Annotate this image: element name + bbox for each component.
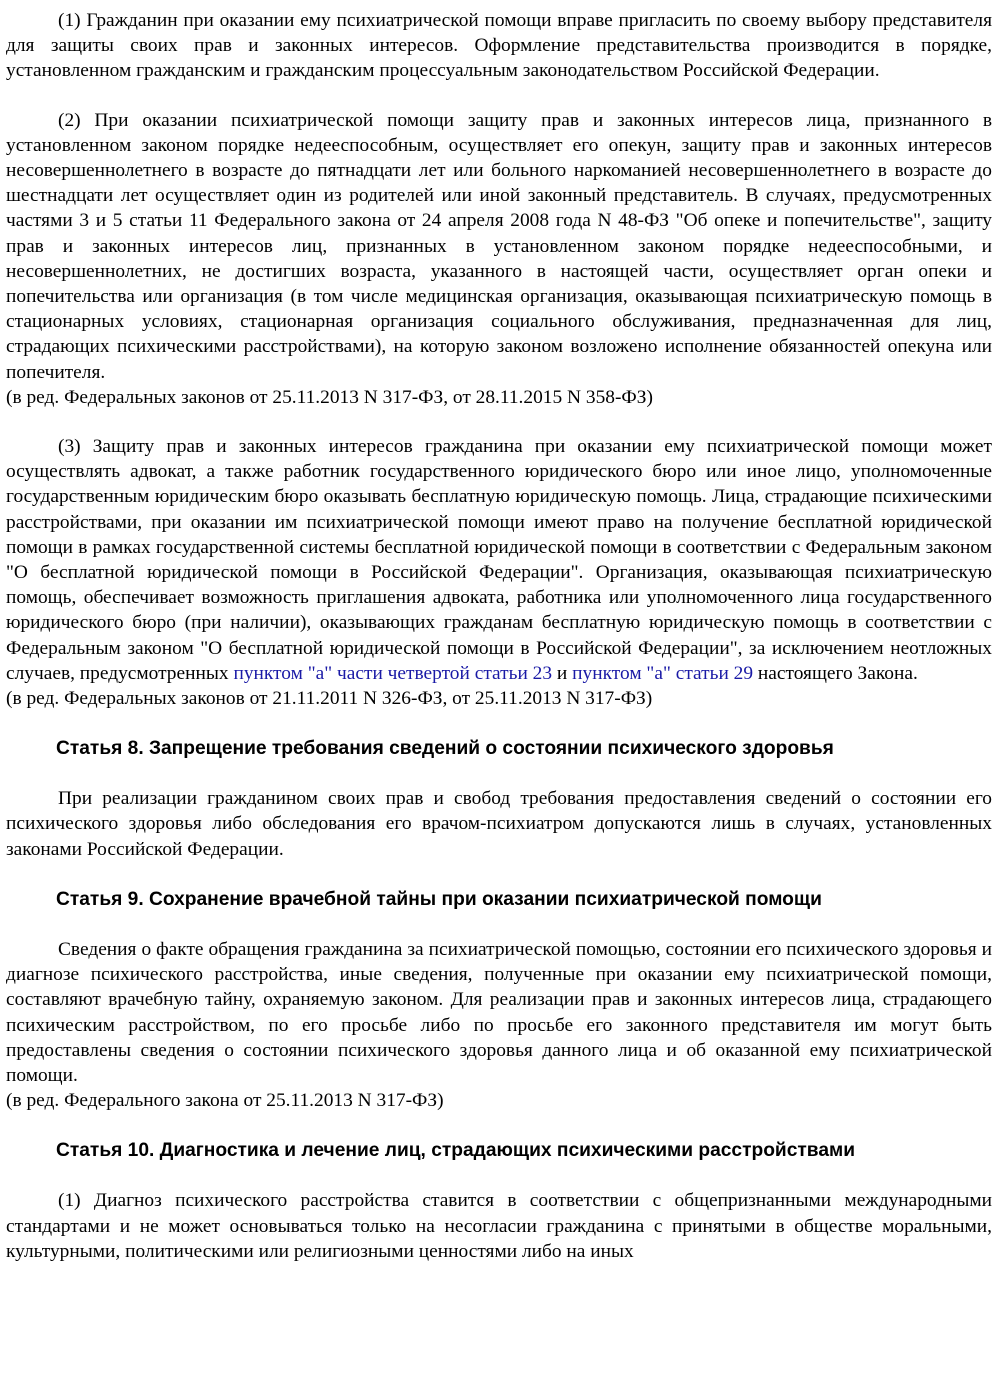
spacer — [6, 1113, 992, 1138]
article7-part3-text: (3) Защиту прав и законных интересов гражданина при оказании ему психиатрической помощи может осуществлять адвокат, а также работник государственного юридического бюро или иное лицо, уполномоченные государственным юридическим бюро оказывать бесплатную юридическую помощь. Лица, страдающие психическими расстройствами, при оказании им психиатрической помощи имеют право на получение бесплатной юридической помощи в рамках государственной системы бесплатной юридической помощи в соответствии с Федеральным законом "О бесплатной юридической помощи в Российской Федерации". Организация, оказывающая психиатрическую помощь, обеспечивает возможность приглашения адвоката, работника или уполномоченного лица государственного юридического бюро (при наличии), оказывающих гражданам бесплатную юридическую помощь в соответствии с Федеральным законом "О бесплатной юридической помощи в Российской Федерации", за исключением неотложных случаев, предусмотренных — [6, 436, 992, 684]
article10-part1: (1) Диагноз психического расстройства ставится в соответствии с общепризнанными международными стандартами и не может основываться только на несогласии гражданина с принятыми в обществе моральными, культурными, политическими или религиозными ценностями либо на иных — [6, 1190, 992, 1262]
article8-heading: Статья 8. Запрещение требования сведений о состоянии психического здоровья — [56, 738, 834, 760]
spacer — [6, 1163, 992, 1188]
document-page — [6, 8, 992, 1264]
link-article29[interactable]: пунктом "а" статьи 29 — [572, 662, 754, 684]
article7-part3 — [6, 434, 992, 686]
article8-text: При реализации гражданином своих прав и свобод требования предоставления сведений о состоянии его психического здоровья либо обследования его врачом-психиатром допускаются лишь в случаях, установленных законами Российской Федерации. — [6, 788, 992, 860]
article9-heading: Статья 9. Сохранение врачебной тайны при оказании психиатрической помощи — [56, 888, 822, 910]
link-article23-part4[interactable]: пунктом "а" части четвертой статьи 23 — [233, 662, 553, 684]
article7-part3-edit-note: (в ред. Федеральных законов от 21.11.2011 N 326-ФЗ, от 25.11.2013 N 317-ФЗ) — [6, 688, 653, 710]
spacer — [6, 711, 992, 736]
spacer — [6, 84, 992, 108]
article7-part2: (2) При оказании психиатрической помощи защиту прав и законных интересов лица, признанного в установленном законом порядке недееспособным, осуществляет его опекун, защиту прав и законных интересов несовершеннолетнего в возрасте до пятнадцати лет или больного наркоманией несовершеннолетнего в возрасте до шестнадцати лет осуществляет один из родителей или иной законный представитель. В случаях, предусмотренных частями 3 и 5 статьи 11 Федерального закона от 24 апреля 2008 года N 48-ФЗ "Об опеке и попечительстве", защиту прав и законных интересов лиц, признанных в установленном законом порядке недееспособными, и несовершеннолетних, не достигших возраста, указанного в настоящей части, осуществляет орган опеки и попечительства или организация (в том числе медицинская организация, оказывающая психиатрическую помощь в стационарных условиях, стационарная организация социального обслуживания, предназначенная для лиц, страдающих психическими расстройствами), на которую законом возложено исполнение обязанностей опекуна или попечителя. — [6, 109, 992, 383]
spacer — [6, 761, 992, 786]
spacer — [6, 912, 992, 937]
article7-part2-edit-note: (в ред. Федеральных законов от 25.11.2013 N 317-ФЗ, от 28.11.2015 N 358-ФЗ) — [6, 386, 653, 408]
article9-text: Сведения о факте обращения гражданина за психиатрической помощью, состоянии его психического здоровья и диагнозе психического расстройства, иные сведения, полученные при оказании ему психиатрической помощи, составляют врачебную тайну, охраняемую законом. Для реализации прав и законных интересов лица, страдающего психическим расстройством, по его просьбе либо по просьбе его законного представителя им могут быть предоставлены сведения о состоянии психического здоровья данного лица и об оказанной ему психиатрической помощи. — [6, 938, 992, 1086]
spacer — [6, 410, 992, 434]
article10-heading: Статья 10. Диагностика и лечение лиц, страдающих психическими расстройствами — [56, 1140, 855, 1162]
article7-part1: (1) Гражданин при оказании ему психиатрической помощи вправе пригласить по своему выбору представителя для защиты своих прав и законных интересов. Оформление представительства производится в порядке, установленном гражданским и гражданским процессуальным законодательством Российской Федерации. — [6, 10, 992, 82]
article9-edit-note: (в ред. Федерального закона от 25.11.2013 N 317-ФЗ) — [6, 1090, 444, 1112]
article7-part3-conjunction: и — [552, 662, 573, 684]
article7-part3-tail: настоящего Закона. — [753, 662, 918, 684]
spacer — [6, 862, 992, 887]
